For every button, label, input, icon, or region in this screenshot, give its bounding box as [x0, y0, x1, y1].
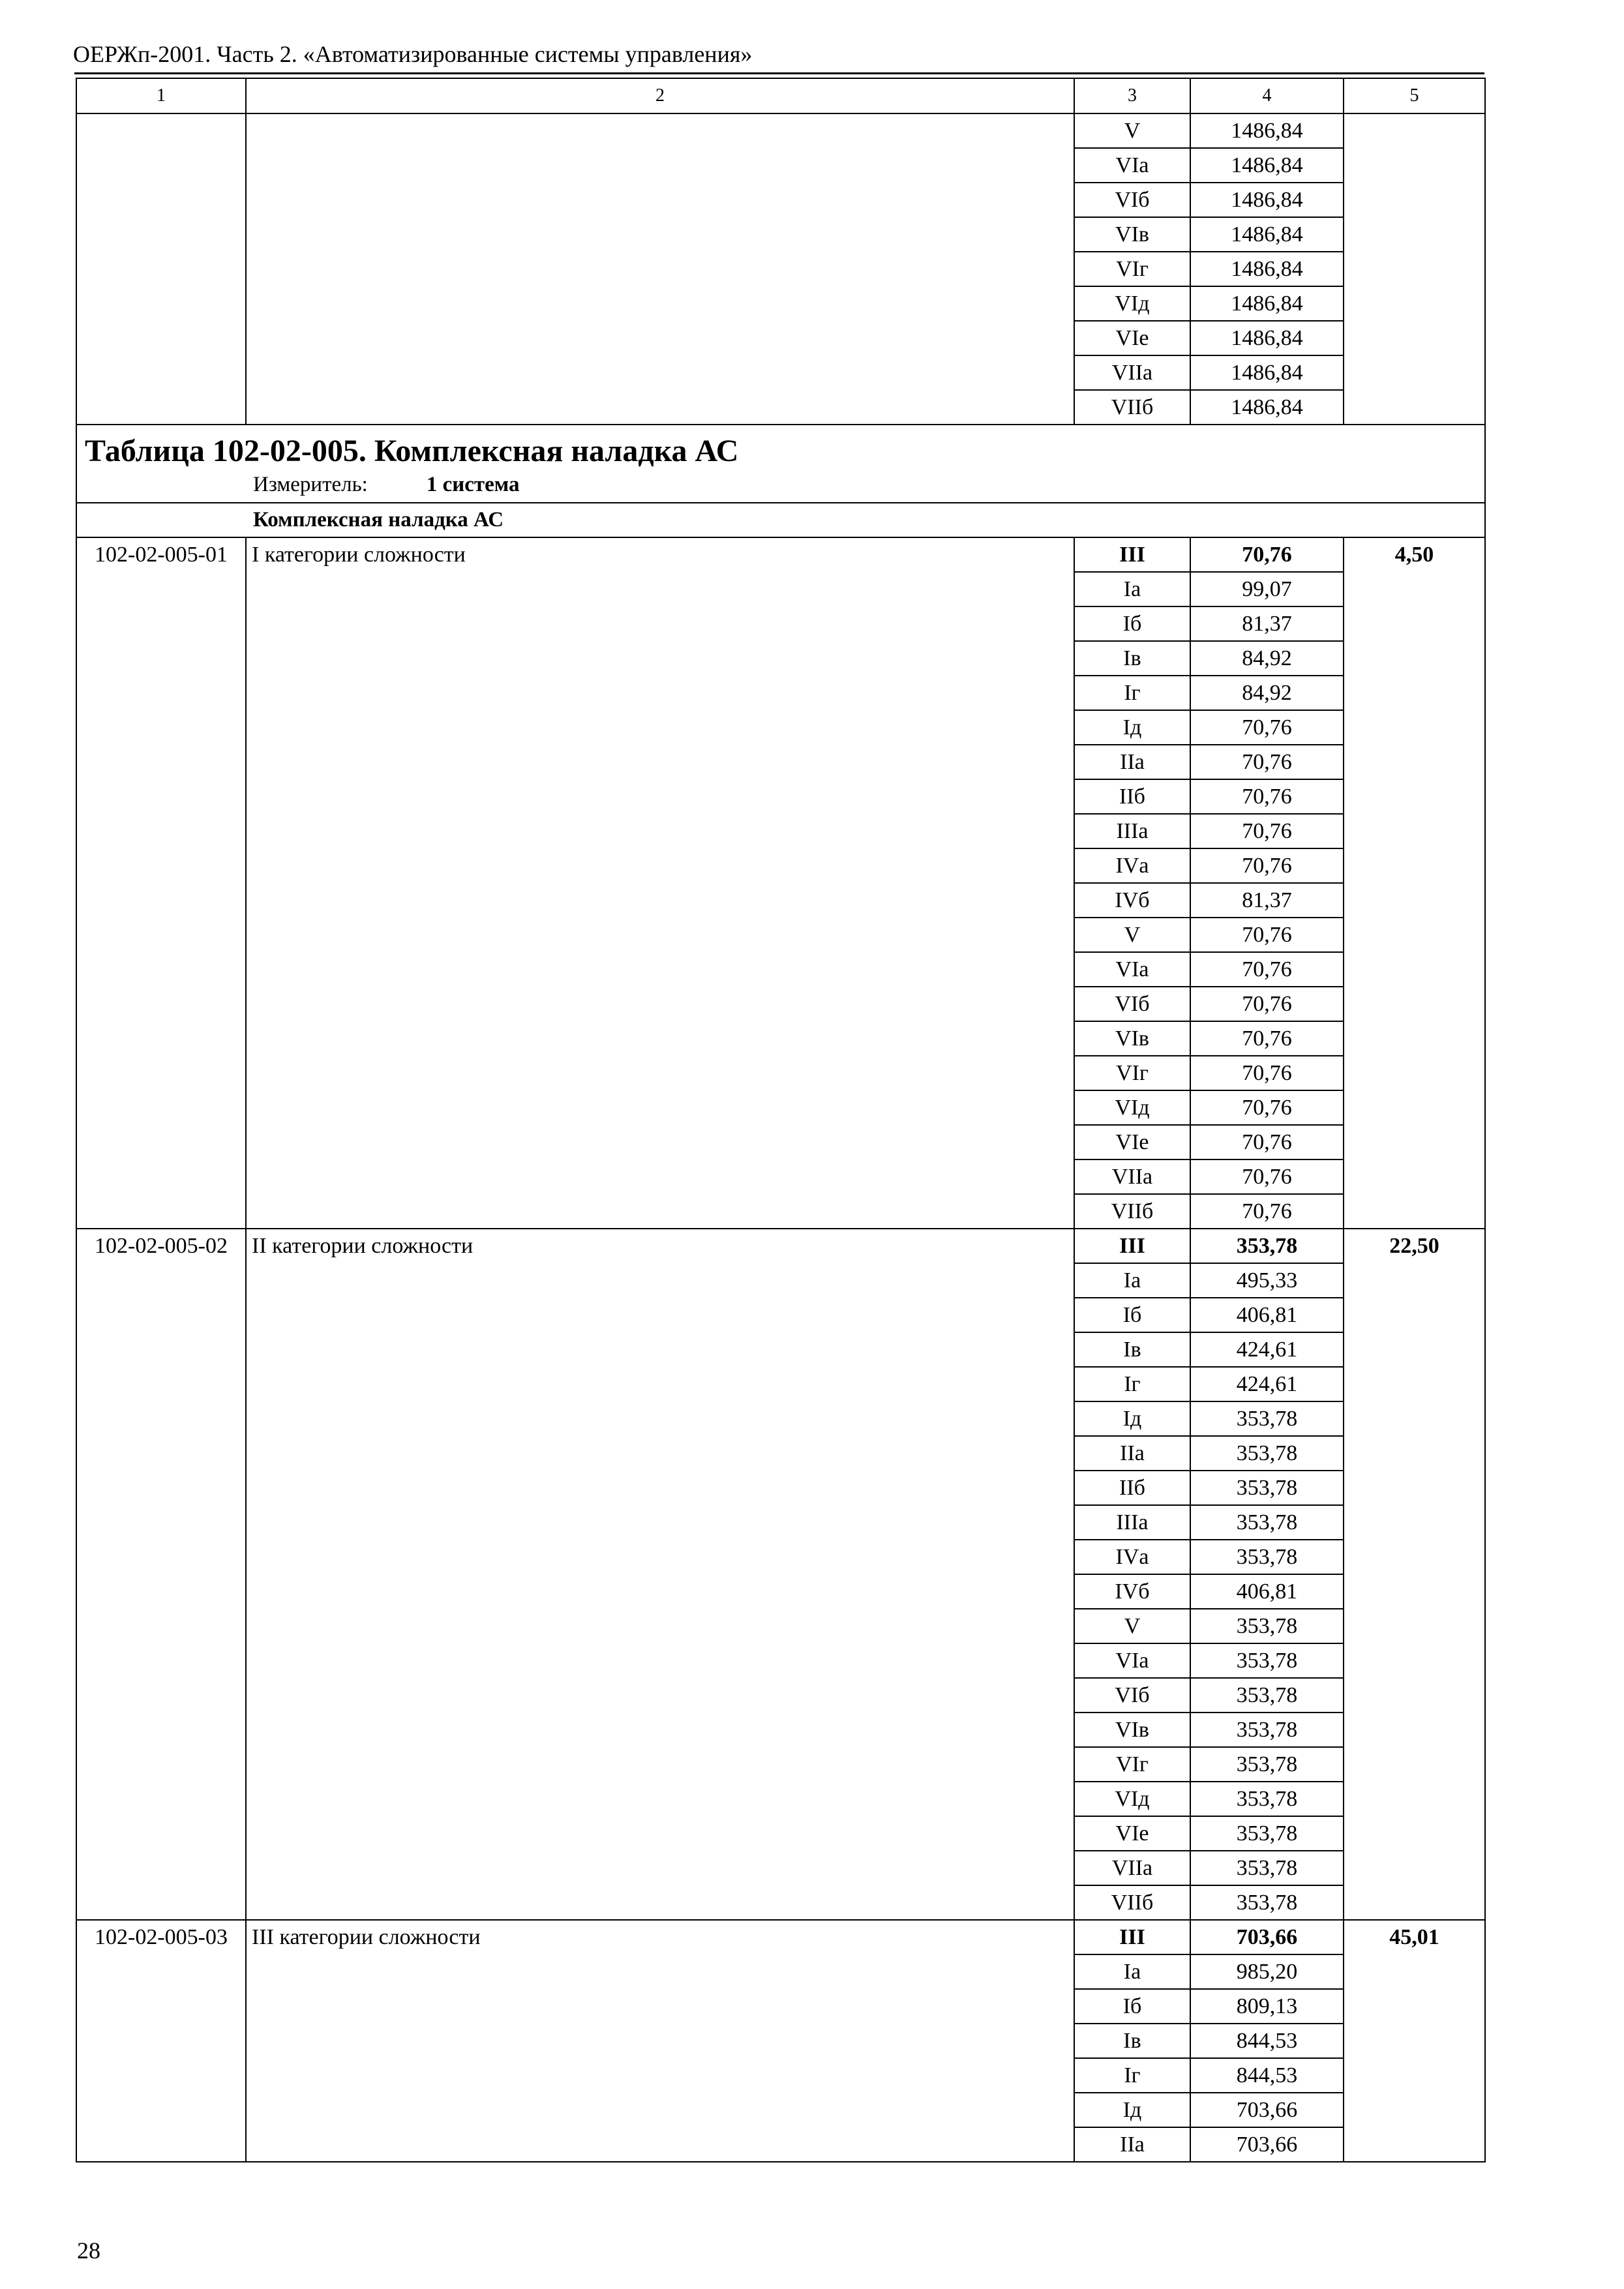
price-cell: 70,76 [1190, 1125, 1344, 1159]
price-cell: 70,76 [1190, 1194, 1344, 1229]
rates-table [76, 78, 1486, 2162]
column-number-row [76, 78, 1485, 113]
zone-cell: VIе [1074, 321, 1190, 355]
zone-cell: V [1074, 918, 1190, 952]
price-cell: 353,78 [1190, 1782, 1344, 1816]
price-cell: 70,76 [1190, 1159, 1344, 1194]
zone-cell: VIв [1074, 217, 1190, 252]
price-cell: 70,76 [1190, 1056, 1344, 1090]
price-cell: 1486,84 [1190, 113, 1344, 148]
zone-cell: Iг [1074, 1367, 1190, 1401]
column-number: 5 [1344, 78, 1485, 113]
labor-cell: 22,50 [1344, 1229, 1485, 1920]
table-caption-row [76, 425, 1485, 503]
price-cell: 70,76 [1190, 918, 1344, 952]
price-cell: 353,78 [1190, 1678, 1344, 1713]
zone-cell: IIб [1074, 779, 1190, 814]
zone-cell: VIб [1074, 987, 1190, 1021]
zone-cell: Iв [1074, 641, 1190, 676]
price-cell: 1486,84 [1190, 183, 1344, 217]
zone-cell: Iб [1074, 1298, 1190, 1332]
price-cell: 353,78 [1190, 1713, 1344, 1747]
zone-cell: Iд [1074, 1401, 1190, 1436]
zone-cell: VIIа [1074, 1159, 1190, 1194]
labor-cell: 45,01 [1344, 1920, 1485, 2162]
price-cell: 844,53 [1190, 2058, 1344, 2093]
zone-cell: VIв [1074, 1713, 1190, 1747]
zone-cell: Iг [1074, 2058, 1190, 2093]
zone-cell: V [1074, 113, 1190, 148]
price-cell: 1486,84 [1190, 217, 1344, 252]
price-cell: 70,76 [1190, 1090, 1344, 1125]
price-cell: 1486,84 [1190, 148, 1344, 183]
zone-cell: VIг [1074, 1747, 1190, 1782]
price-cell: 353,78 [1190, 1851, 1344, 1885]
section-row [76, 503, 1485, 537]
price-cell: 70,76 [1190, 814, 1344, 848]
price-cell: 703,66 [1190, 1920, 1344, 1954]
zone-cell: Iг [1074, 676, 1190, 710]
zone-cell: IVа [1074, 848, 1190, 883]
zone-cell: IIб [1074, 1471, 1190, 1505]
zone-cell: VIа [1074, 148, 1190, 183]
zone-cell: VIIб [1074, 1194, 1190, 1229]
zone-cell: VIб [1074, 183, 1190, 217]
price-cell: 70,76 [1190, 745, 1344, 779]
price-cell: 353,78 [1190, 1643, 1344, 1678]
code-cell [76, 113, 246, 425]
zone-cell: VIг [1074, 252, 1190, 286]
running-header: ОЕРЖп-2001. Часть 2. «Автоматизированные системы управления» [73, 41, 753, 67]
price-cell: 353,78 [1190, 1747, 1344, 1782]
table-caption [76, 425, 1485, 503]
price-cell: 424,61 [1190, 1367, 1344, 1401]
price-cell: 70,76 [1190, 537, 1344, 572]
zone-cell: Iд [1074, 2093, 1190, 2127]
table-row [76, 1229, 1485, 1263]
column-number: 4 [1190, 78, 1344, 113]
table-title: Таблица 102-02-005. Комплексная наладка АС [85, 434, 739, 468]
zone-cell: VIе [1074, 1816, 1190, 1851]
zone-cell: VIа [1074, 952, 1190, 987]
zone-cell: VIIа [1074, 1851, 1190, 1885]
item-code: 102-02-005-03 [76, 1920, 246, 2162]
meter-label: Измеритель: [253, 473, 368, 496]
name-cell [246, 113, 1074, 425]
zone-cell: Iа [1074, 572, 1190, 606]
price-cell: 1486,84 [1190, 286, 1344, 321]
price-cell: 495,33 [1190, 1263, 1344, 1298]
price-cell: 70,76 [1190, 952, 1344, 987]
zone-cell: Iа [1074, 1263, 1190, 1298]
column-number: 1 [76, 78, 246, 113]
price-cell: 1486,84 [1190, 390, 1344, 425]
meter-line [77, 473, 1484, 502]
price-cell: 70,76 [1190, 710, 1344, 745]
column-number: 3 [1074, 78, 1190, 113]
zone-cell: VIд [1074, 1090, 1190, 1125]
price-cell: 844,53 [1190, 2024, 1344, 2058]
price-cell: 353,78 [1190, 1816, 1344, 1851]
item-code: 102-02-005-01 [76, 537, 246, 1229]
price-cell: 70,76 [1190, 779, 1344, 814]
zone-cell: VIIб [1074, 390, 1190, 425]
rates-table-body [76, 78, 1485, 2162]
header-rule [74, 72, 1484, 74]
zone-cell: VIв [1074, 1021, 1190, 1056]
price-cell: 353,78 [1190, 1505, 1344, 1540]
zone-cell: IVб [1074, 1574, 1190, 1609]
price-cell: 353,78 [1190, 1609, 1344, 1643]
meter-value: 1 система [426, 473, 520, 496]
zone-cell: IIа [1074, 2127, 1190, 2162]
zone-cell: VIIб [1074, 1885, 1190, 1920]
zone-cell: Iв [1074, 2024, 1190, 2058]
zone-cell: IIа [1074, 745, 1190, 779]
price-cell: 70,76 [1190, 987, 1344, 1021]
zone-cell: Iа [1074, 1954, 1190, 1989]
zone-cell: III [1074, 537, 1190, 572]
zone-cell: IIIа [1074, 814, 1190, 848]
price-cell: 353,78 [1190, 1885, 1344, 1920]
price-cell: 353,78 [1190, 1540, 1344, 1574]
zone-cell: Iв [1074, 1332, 1190, 1367]
zone-cell: IVа [1074, 1540, 1190, 1574]
zone-cell: VIб [1074, 1678, 1190, 1713]
zone-cell: Iб [1074, 606, 1190, 641]
zone-cell: Iб [1074, 1989, 1190, 2024]
zone-cell: VIIа [1074, 355, 1190, 390]
price-cell: 809,13 [1190, 1989, 1344, 2024]
price-cell: 84,92 [1190, 641, 1344, 676]
price-cell: 353,78 [1190, 1436, 1344, 1471]
price-cell: 99,07 [1190, 572, 1344, 606]
item-code: 102-02-005-02 [76, 1229, 246, 1920]
zone-cell: IIIа [1074, 1505, 1190, 1540]
price-cell: 81,37 [1190, 606, 1344, 641]
price-cell: 1486,84 [1190, 252, 1344, 286]
price-cell: 424,61 [1190, 1332, 1344, 1367]
item-name: III категории сложности [246, 1920, 1074, 2162]
price-cell: 985,20 [1190, 1954, 1344, 1989]
price-cell: 406,81 [1190, 1298, 1344, 1332]
zone-cell: III [1074, 1920, 1190, 1954]
zone-cell: Iд [1074, 710, 1190, 745]
labor-cell: 4,50 [1344, 537, 1485, 1229]
table-row [76, 537, 1485, 572]
page-number: 28 [77, 2237, 100, 2264]
price-cell: 70,76 [1190, 848, 1344, 883]
price-cell: 703,66 [1190, 2093, 1344, 2127]
zone-cell: IVб [1074, 883, 1190, 918]
zone-cell: V [1074, 1609, 1190, 1643]
labor-cell [1344, 113, 1485, 425]
item-name: I категории сложности [246, 537, 1074, 1229]
price-cell: 70,76 [1190, 1021, 1344, 1056]
price-cell: 81,37 [1190, 883, 1344, 918]
price-cell: 84,92 [1190, 676, 1344, 710]
continuation-row [76, 113, 1485, 148]
zone-cell: VIд [1074, 286, 1190, 321]
price-cell: 1486,84 [1190, 321, 1344, 355]
table-row [76, 1920, 1485, 1954]
zone-cell: IIа [1074, 1436, 1190, 1471]
item-name: II категории сложности [246, 1229, 1074, 1920]
zone-cell: III [1074, 1229, 1190, 1263]
price-cell: 353,78 [1190, 1401, 1344, 1436]
zone-cell: VIг [1074, 1056, 1190, 1090]
price-cell: 406,81 [1190, 1574, 1344, 1609]
column-number: 2 [246, 78, 1074, 113]
section-title: Комплексная наладка АС [76, 503, 1485, 537]
price-cell: 703,66 [1190, 2127, 1344, 2162]
zone-cell: VIе [1074, 1125, 1190, 1159]
zone-cell: VIд [1074, 1782, 1190, 1816]
price-cell: 353,78 [1190, 1229, 1344, 1263]
price-cell: 353,78 [1190, 1471, 1344, 1505]
zone-cell: VIа [1074, 1643, 1190, 1678]
price-cell: 1486,84 [1190, 355, 1344, 390]
